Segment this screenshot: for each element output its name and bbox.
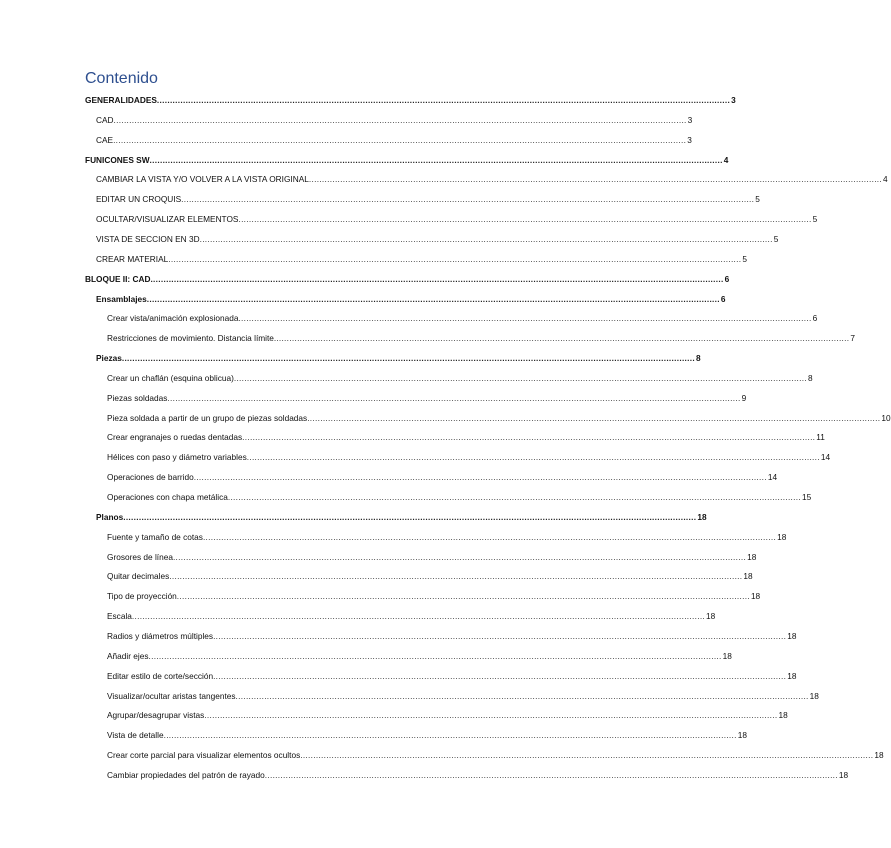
dot-leader: ............................................................................................................................................................................................................................ bbox=[181, 194, 755, 205]
dot-leader: ............................................................................................................................................................................................................................ bbox=[193, 472, 767, 483]
toc-entry-page-number: 18 bbox=[750, 591, 761, 602]
toc-entry-label: Planos bbox=[96, 511, 124, 522]
toc-entry-page-number: 5 bbox=[773, 233, 779, 244]
toc-entry-page-number: 18 bbox=[787, 670, 797, 681]
dot-leader: ............................................................................................................................................................................................................................ bbox=[213, 670, 787, 681]
toc-entry[interactable] bbox=[96, 113, 693, 125]
toc-entry[interactable] bbox=[107, 649, 732, 661]
toc-entry-label: GENERALIDADES bbox=[85, 95, 157, 105]
dot-leader: ............................................................................................................................................................................................................................ bbox=[146, 293, 720, 304]
dot-leader: ............................................................................................................................................................................................................................ bbox=[156, 95, 731, 105]
toc-entry-page-number: 18 bbox=[722, 650, 732, 661]
toc-entry-page-number: 18 bbox=[737, 730, 747, 741]
toc-entry-label: FUNICONES SW bbox=[85, 154, 150, 165]
dot-leader: ............................................................................................................................................................................................................................ bbox=[148, 650, 722, 661]
toc-entry-label: VISTA DE SECCION EN 3D bbox=[96, 233, 200, 244]
toc-entry-page-number: 14 bbox=[767, 472, 778, 483]
toc-entry-page-number: 4 bbox=[883, 174, 888, 185]
toc-entry[interactable] bbox=[107, 450, 831, 463]
toc-entry[interactable] bbox=[96, 212, 818, 225]
toc-entry-label: Escala bbox=[107, 611, 132, 622]
dot-leader: ............................................................................................................................................................................................................................ bbox=[227, 492, 801, 502]
toc-entry-page-number: 18 bbox=[787, 630, 797, 641]
toc-entry-page-number: 3 bbox=[731, 95, 736, 105]
toc-entry[interactable] bbox=[96, 292, 726, 304]
toc-entry-label: Tipo de proyección bbox=[107, 591, 177, 602]
toc-entry-label: Editar estilo de corte/sección bbox=[107, 670, 214, 681]
toc-entry[interactable] bbox=[107, 689, 819, 701]
toc-entry-page-number: 3 bbox=[687, 134, 692, 145]
toc-entry-page-number: 14 bbox=[820, 452, 831, 463]
toc-entry[interactable] bbox=[107, 589, 761, 602]
dot-leader: ............................................................................................................................................................................................................................ bbox=[213, 630, 787, 641]
dot-leader: ............................................................................................................................................................................................................................ bbox=[204, 710, 778, 721]
toc-entry-page-number: 3 bbox=[687, 114, 693, 125]
dot-leader: ............................................................................................................................................................................................................................ bbox=[276, 333, 850, 344]
toc-entry[interactable] bbox=[96, 351, 701, 364]
toc-entry-label: CAD bbox=[96, 114, 114, 125]
dot-leader: ............................................................................................................................................................................................................................ bbox=[264, 769, 838, 780]
dot-leader: ............................................................................................................................................................................................................................ bbox=[168, 253, 742, 264]
toc-entry[interactable] bbox=[85, 93, 736, 105]
toc-entry-page-number: 18 bbox=[706, 611, 716, 622]
toc-entry-label: Radios y diámetros múltiples bbox=[107, 630, 214, 641]
dot-leader: ............................................................................................................................................................................................................................ bbox=[235, 690, 809, 701]
toc-entry-label: Operaciones de barrido bbox=[107, 472, 194, 483]
dot-leader: ............................................................................................................................................................................................................................ bbox=[172, 551, 747, 562]
toc-entry-label: Agrupar/desagrupar vistas bbox=[107, 710, 205, 721]
toc-entry-label: Visualizar/ocultar aristas tangentes bbox=[107, 690, 236, 701]
toc-entry-page-number: 8 bbox=[807, 372, 813, 383]
toc-entry-label: Operaciones con chapa metálica bbox=[107, 492, 228, 502]
toc-entry[interactable] bbox=[107, 609, 716, 622]
toc-entry-page-number: 18 bbox=[838, 769, 849, 780]
toc-entry-page-number: 7 bbox=[850, 333, 855, 344]
toc-entry-page-number: 18 bbox=[777, 531, 787, 542]
toc-entry[interactable] bbox=[107, 748, 884, 761]
toc-entry-page-number: 11 bbox=[816, 432, 825, 443]
toc-entry-page-number: 18 bbox=[697, 511, 707, 522]
dot-leader: ............................................................................................................................................................................................................................ bbox=[121, 353, 695, 364]
toc-entry-page-number: 18 bbox=[778, 710, 788, 721]
toc-entry[interactable] bbox=[107, 728, 747, 741]
toc-entry[interactable] bbox=[85, 272, 730, 284]
dot-leader: ............................................................................................................................................................................................................................ bbox=[238, 214, 812, 225]
toc-entry-page-number: 9 bbox=[741, 392, 747, 403]
toc-entry-page-number: 15 bbox=[801, 492, 812, 502]
toc-entry-label: Crear vista/animación explosionada bbox=[107, 313, 239, 324]
toc-entry-label: Restricciones de movimiento. Distancia límite. bbox=[107, 333, 277, 344]
toc-entry[interactable] bbox=[96, 252, 747, 264]
toc-entry[interactable] bbox=[107, 550, 757, 562]
dot-leader: ............................................................................................................................................................................................................................ bbox=[300, 750, 874, 761]
dot-leader: ............................................................................................................................................................................................................................ bbox=[199, 233, 773, 244]
toc-entry-label: Crear un chaflán (esquina oblicua) bbox=[107, 372, 234, 383]
dot-leader: ............................................................................................................................................................................................................................ bbox=[167, 392, 741, 403]
toc-entry[interactable] bbox=[107, 470, 778, 483]
toc-entry-label: Hélices con paso y diámetro variables bbox=[107, 452, 247, 463]
toc-entry-label: BLOQUE II: CAD bbox=[85, 273, 151, 284]
toc-entry[interactable] bbox=[107, 430, 825, 443]
toc-entry[interactable] bbox=[96, 232, 779, 244]
toc-entry-page-number: 6 bbox=[812, 313, 818, 324]
toc-entry-label: Fuente y tamaño de cotas bbox=[107, 531, 203, 542]
dot-leader: ............................................................................................................................................................................................................................ bbox=[238, 313, 812, 324]
toc-entry-label: CAMBIAR LA VISTA Y/O VOLVER A LA VISTA ORIGINAL bbox=[96, 174, 309, 185]
toc-entry[interactable] bbox=[107, 411, 891, 423]
dot-leader: ............................................................................................................................................................................................................................ bbox=[150, 273, 724, 284]
dot-leader: ............................................................................................................................................................................................................................ bbox=[113, 114, 687, 125]
toc-entry-page-number: 18 bbox=[874, 750, 884, 761]
toc-entry[interactable] bbox=[107, 569, 753, 582]
toc-entry-label: Piezas bbox=[96, 353, 122, 364]
toc-entry-page-number: 8 bbox=[695, 353, 701, 364]
toc-entry[interactable] bbox=[107, 391, 747, 403]
toc-entry-label: Piezas soldadas bbox=[107, 392, 168, 403]
toc-entry[interactable] bbox=[96, 192, 760, 205]
toc-entry[interactable] bbox=[96, 133, 692, 145]
toc-entry-label: Quitar decimales bbox=[107, 571, 170, 582]
toc-entry-page-number: 5 bbox=[742, 253, 747, 264]
toc-entry-label: CAE bbox=[96, 134, 114, 145]
toc-entry-label: Pieza soldada a partir de un grupo de piezas soldadas bbox=[107, 412, 308, 423]
toc-entry-page-number: 5 bbox=[755, 194, 760, 205]
toc-entry[interactable] bbox=[107, 331, 855, 344]
toc-entry-label: EDITAR UN CROQUIS bbox=[96, 194, 182, 205]
dot-leader: ............................................................................................................................................................................................................................ bbox=[307, 412, 881, 423]
toc-entry-label: Cambiar propiedades del patrón de rayado bbox=[107, 769, 265, 780]
dot-leader: ............................................................................................................................................................................................................................ bbox=[233, 372, 807, 383]
toc-entry[interactable] bbox=[107, 311, 818, 324]
toc-entry[interactable] bbox=[107, 490, 812, 502]
toc-entry-page-number: 5 bbox=[812, 214, 818, 225]
toc-entry[interactable] bbox=[96, 172, 888, 185]
toc-entry-label: Ensamblajes bbox=[96, 293, 147, 304]
toc-entry-label: CREAR MATERIAL bbox=[96, 253, 169, 264]
toc-entry[interactable] bbox=[107, 768, 849, 780]
dot-leader: ............................................................................................................................................................................................................................ bbox=[176, 591, 750, 602]
dot-leader: ............................................................................................................................................................................................................................ bbox=[163, 730, 737, 741]
dot-leader: ............................................................................................................................................................................................................................ bbox=[131, 611, 706, 622]
toc-entry-page-number: 18 bbox=[743, 571, 753, 582]
toc-entry[interactable] bbox=[85, 153, 729, 165]
dot-leader: ............................................................................................................................................................................................................................ bbox=[169, 571, 743, 582]
dot-leader: ............................................................................................................................................................................................................................ bbox=[113, 134, 687, 145]
toc-entry[interactable] bbox=[96, 510, 707, 522]
dot-leader: ............................................................................................................................................................................................................................ bbox=[242, 432, 816, 443]
toc-entry-label: Crear engranajes o ruedas dentadas bbox=[107, 432, 243, 443]
dot-leader: ............................................................................................................................................................................................................................ bbox=[123, 511, 697, 522]
toc-entry[interactable] bbox=[107, 708, 788, 721]
toc-entry-label: Añadir ejes bbox=[107, 650, 149, 661]
toc-entry[interactable] bbox=[107, 669, 797, 681]
dot-leader: ............................................................................................................................................................................................................................ bbox=[202, 531, 777, 542]
toc-entry[interactable] bbox=[107, 371, 813, 383]
dot-leader: ............................................................................................................................................................................................................................ bbox=[149, 154, 723, 165]
toc-entry-label: OCULTAR/VISUALIZAR ELEMENTOS bbox=[96, 214, 239, 225]
toc-entry-page-number: 4 bbox=[723, 154, 729, 165]
toc-entry[interactable] bbox=[107, 629, 797, 641]
toc-entry-page-number: 18 bbox=[809, 690, 819, 701]
toc-entry-label: Vista de detalle bbox=[107, 730, 164, 741]
toc-entry-page-number: 18 bbox=[747, 551, 757, 562]
page-title: Contenido bbox=[85, 70, 158, 87]
dot-leader: ............................................................................................................................................................................................................................ bbox=[246, 452, 820, 463]
toc-entry-page-number: 10 bbox=[881, 412, 891, 423]
toc-entry-label: Grosores de línea bbox=[107, 551, 173, 562]
toc-entry-label: Crear corte parcial para visualizar elementos ocultos bbox=[107, 750, 301, 761]
toc-entry[interactable] bbox=[107, 530, 787, 542]
toc-entry-page-number: 6 bbox=[724, 273, 730, 284]
toc-entry-page-number: 6 bbox=[720, 293, 726, 304]
dot-leader: ............................................................................................................................................................................................................................ bbox=[308, 174, 883, 185]
